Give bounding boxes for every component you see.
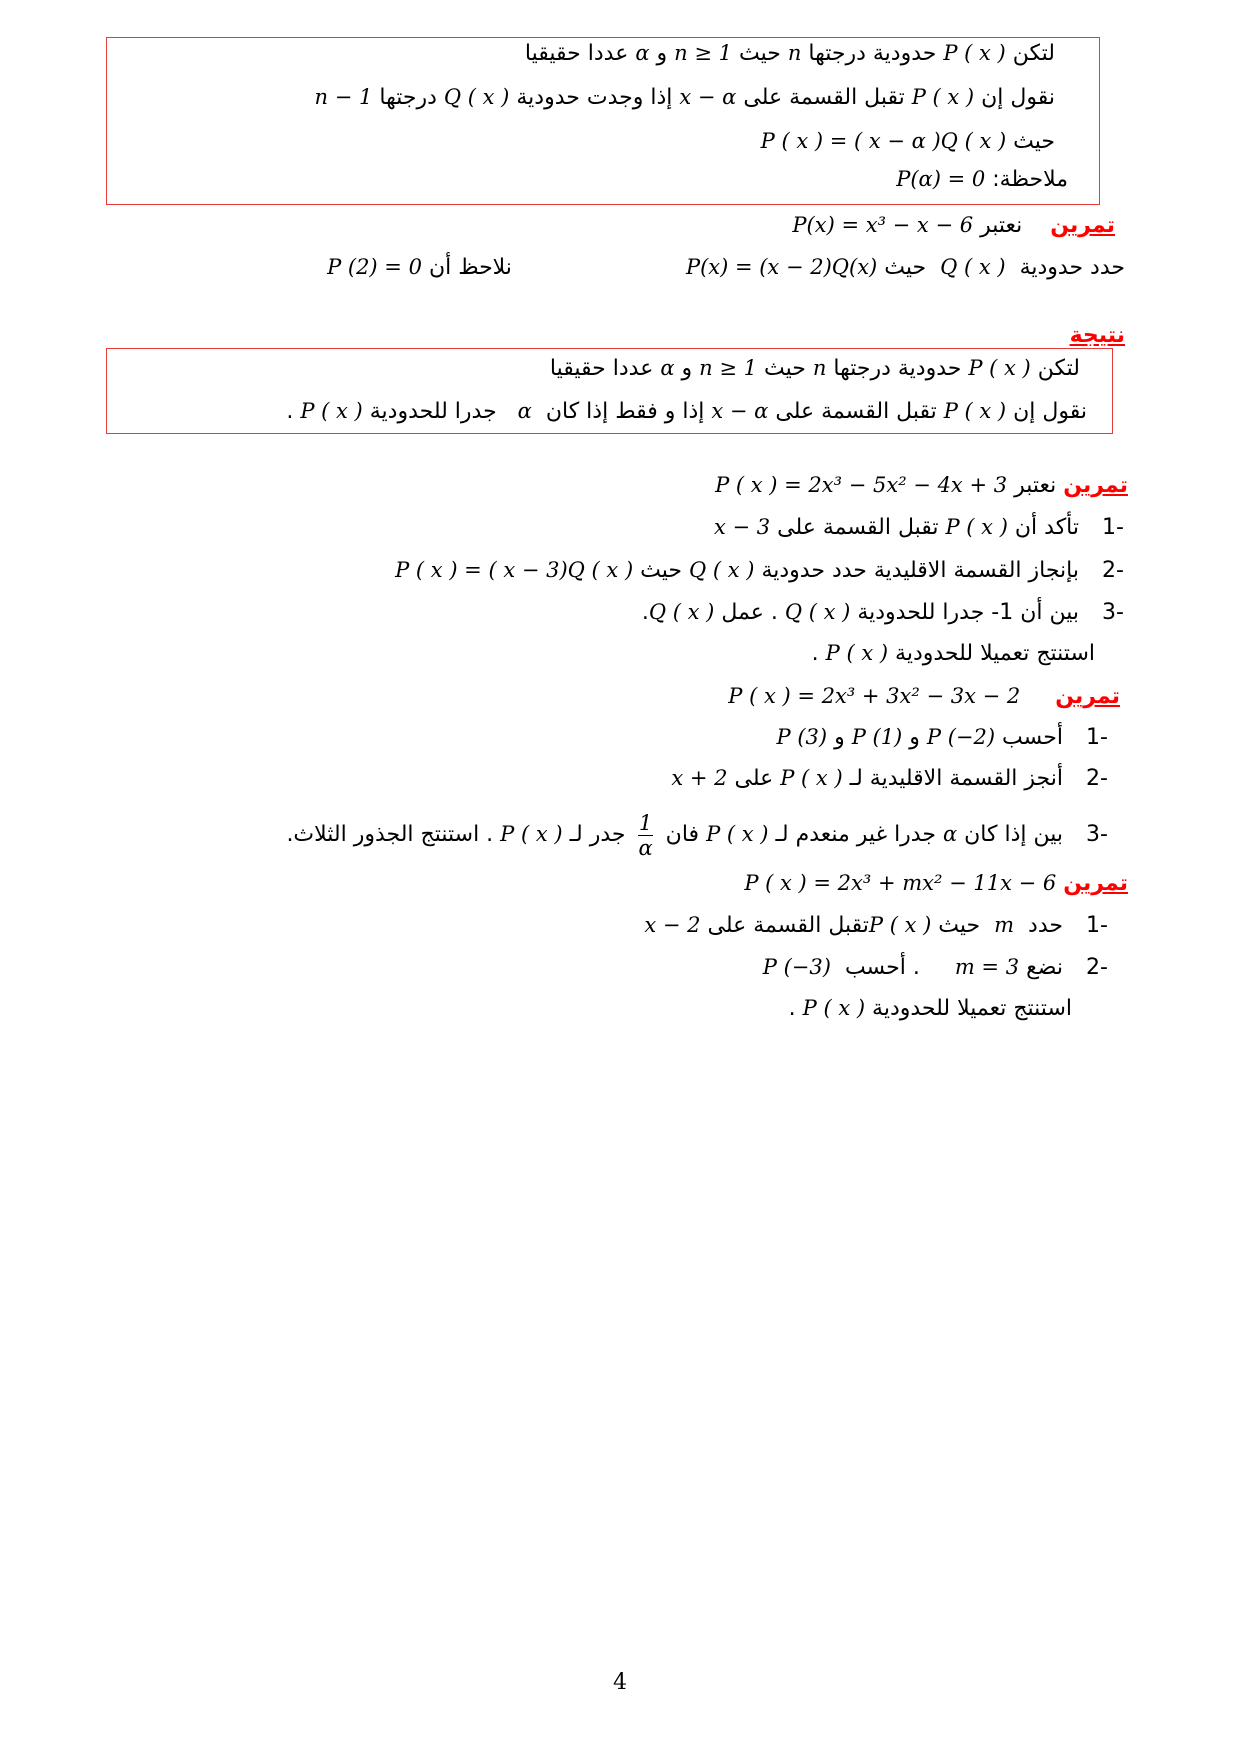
- definition-line-2: نقول إن P ( x ) تقبل القسمة على x − α إذا وجدت حدودية Q ( x ) درجتها n − 1: [314, 85, 1055, 110]
- exercise-heading: تمرين: [1063, 871, 1128, 896]
- fraction-one-over-alpha: $\frac{1}{\alpha}$: [638, 810, 653, 860]
- exercise-heading: تمرين: [1063, 473, 1128, 498]
- exercise2-conclusion: استنتج تعميلا للحدودية P ( x ) .: [811, 641, 1095, 666]
- exercise4-item-2: -2 نضع m = 3 . أحسب P (−3): [762, 955, 1108, 980]
- exercise3-item-1: -1 أحسب P (−2) و P (1) و P (3): [776, 725, 1108, 750]
- exercise4-header: تمرين P ( x ) = 2x³ + mx² − 11x − 6: [744, 871, 1128, 896]
- page-number: 4: [613, 1670, 627, 1695]
- definition-line-1: لتكن P ( x ) حدودية درجتها n حيث n ≥ 1 و α عددا حقيقيا: [524, 41, 1055, 66]
- exercise2-item-3: -3 بين أن 1- جدرا للحدودية Q ( x ) . عمل Q ( x ).: [641, 600, 1124, 625]
- exercise2-header: تمرين نعتبر P ( x ) = 2x³ − 5x² − 4x + 3: [715, 473, 1128, 498]
- definition-note: ملاحظة: P(α) = 0: [896, 167, 1068, 192]
- exercise2-item-1: -1 تأكد أن P ( x ) تقبل القسمة على x − 3: [713, 515, 1124, 540]
- result-line-2: نقول إن P ( x ) تقبل القسمة على x − α إذا و فقط إذا كان α جدرا للحدودية P ( x ) .: [286, 399, 1087, 424]
- result-line-1: لتكن P ( x ) حدودية درجتها n حيث n ≥ 1 و α عددا حقيقيا: [549, 356, 1080, 381]
- result-header: [1070, 321, 1125, 351]
- exercise4-conclusion: استنتج تعميلا للحدودية P ( x ) .: [788, 996, 1072, 1021]
- exercise3-header: تمرين P ( x ) = 2x³ + 3x² − 3x − 2: [728, 684, 1120, 709]
- exercise1-header: تمرين نعتبر P(x) = x³ − x − 6: [792, 213, 1115, 238]
- exercise1-line-2: حدد حدودية Q ( x ) حيث P(x) = (x − 2)Q(x) نلاحظ أن P (2) = 0: [327, 255, 1125, 280]
- exercise3-item-2: -2 أنجز القسمة الاقليدية لـ P ( x ) على x + 2: [671, 766, 1108, 791]
- definition-line-3: حيث P ( x ) = ( x − α )Q ( x ): [760, 129, 1055, 154]
- exercise4-item-1: -1 حدد m حيث P ( x )تقبل القسمة على x − 2: [644, 913, 1108, 938]
- exercise-heading: تمرين: [1050, 213, 1115, 238]
- exercise3-item-3: -3 بين إذا كان α جدرا غير منعدم لـ P ( x ) فان $\frac{1}{\alpha}$ جدر لـ P ( x ) . استنتج الجذور الثلاث.: [286, 810, 1108, 860]
- exercise2-item-2: -2 بإنجاز القسمة الاقليدية حدد حدودية Q ( x ) حيث P ( x ) = ( x − 3)Q ( x ): [395, 558, 1124, 583]
- result-heading: نتيجة: [1069, 323, 1125, 348]
- exercise-heading: تمرين: [1055, 684, 1120, 709]
